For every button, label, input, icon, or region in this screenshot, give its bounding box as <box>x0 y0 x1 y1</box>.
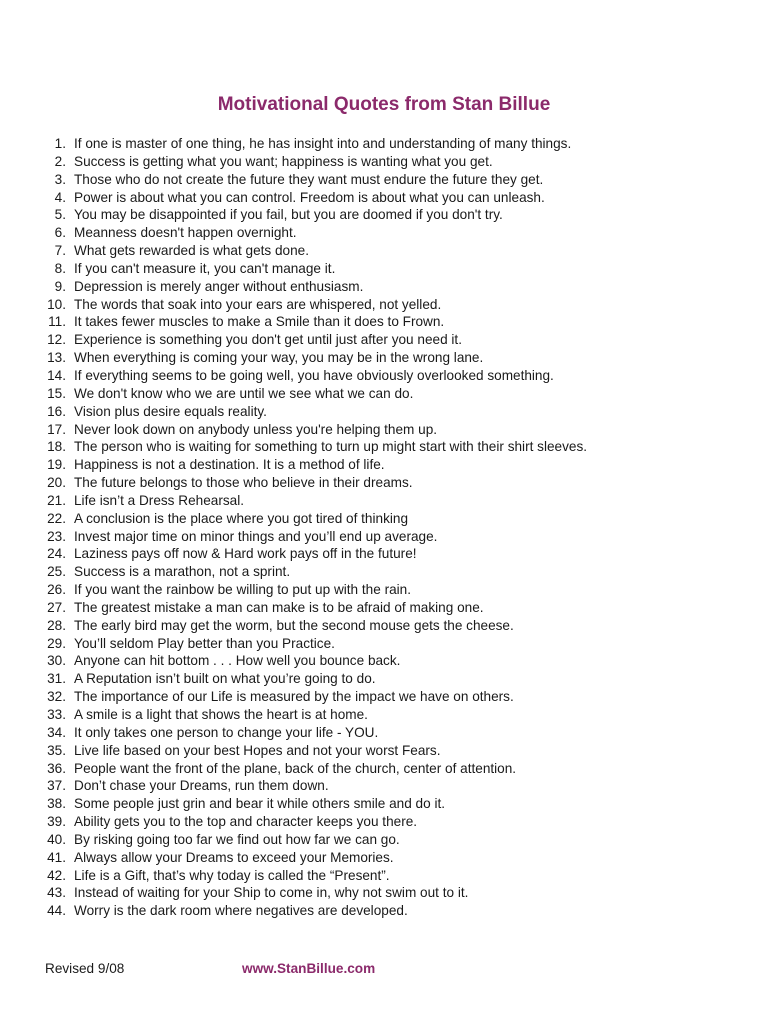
quote-number: 33. <box>47 707 66 722</box>
list-item <box>38 242 738 260</box>
list-item <box>38 742 738 760</box>
quote-text: If you want the rainbow be willing to put up with the rain. <box>74 582 412 598</box>
quote-text: Instead of waiting for your Ship to come in, why not swim out to it. <box>74 885 469 901</box>
list-item <box>38 760 738 778</box>
quote-number: 18. <box>47 439 66 455</box>
quote-number: 8. <box>54 260 66 276</box>
quote-text: Vision plus desire equals reality. <box>74 403 267 419</box>
quote-number: 32. <box>47 689 66 705</box>
list-item <box>38 599 738 617</box>
quote-number: 12. <box>47 332 66 348</box>
quote-number: 30. <box>47 653 66 669</box>
quote-number: 1. <box>54 136 66 151</box>
list-item <box>38 421 738 439</box>
quote-number: 4. <box>54 189 66 205</box>
quote-text: A Reputation isn’t built on what you’re going to do. <box>74 671 376 687</box>
list-item <box>38 510 738 528</box>
list-item <box>38 867 738 885</box>
list-item <box>38 635 738 653</box>
quote-number: 7. <box>54 243 66 259</box>
list-item <box>38 688 738 706</box>
quote-number: 14. <box>47 367 66 383</box>
list-item <box>38 528 738 546</box>
list-item <box>38 135 738 153</box>
quote-number: 41. <box>47 849 66 865</box>
quote-text: If one is master of one thing, he has insight into and understanding of many things. <box>74 136 572 151</box>
quote-text: Success is getting what you want; happiness is wanting what you get. <box>74 153 493 169</box>
quote-number: 35. <box>47 742 66 758</box>
quote-number: 19. <box>47 457 66 473</box>
quote-number: 40. <box>47 831 66 847</box>
list-item <box>38 403 738 421</box>
list-item <box>38 367 738 385</box>
quote-text: Never look down on anybody unless you're helping them up. <box>74 421 438 437</box>
quote-number: 36. <box>47 760 66 776</box>
quote-text: Worry is the dark room where negatives are developed. <box>74 903 408 919</box>
list-item <box>38 438 738 456</box>
quote-text: Meanness doesn't happen overnight. <box>74 225 297 241</box>
quote-text: Some people just grin and bear it while others smile and do it. <box>74 796 446 812</box>
quote-text: Anyone can hit bottom . . . How well you bounce back. <box>74 653 401 669</box>
list-item <box>38 349 738 367</box>
list-item <box>38 563 738 581</box>
quote-text: Don’t chase your Dreams, run them down. <box>74 778 329 794</box>
quote-text: Experience is something you don't get until just after you need it. <box>74 332 462 348</box>
list-item <box>38 884 738 902</box>
quote-number: 15. <box>47 385 66 401</box>
list-item <box>38 545 738 563</box>
quote-number: 9. <box>54 278 66 294</box>
list-item <box>38 652 738 670</box>
quote-text: When everything is coming your way, you may be in the wrong lane. <box>74 350 484 366</box>
list-item <box>38 189 738 207</box>
quote-text: You may be disappointed if you fail, but you are doomed if you don't try. <box>74 207 503 223</box>
quote-text: Ability gets you to the top and character keeps you there. <box>74 814 418 830</box>
quote-number: 3. <box>54 171 66 187</box>
quote-number: 13. <box>47 350 66 366</box>
quote-text: Life is a Gift, that’s why today is called the “Present”. <box>74 867 390 883</box>
quote-text: Depression is merely anger without enthusiasm. <box>74 278 364 294</box>
quote-text: What gets rewarded is what gets done. <box>74 243 309 259</box>
quote-text: The words that soak into your ears are whispered, not yelled. <box>74 296 442 312</box>
quote-number: 28. <box>47 617 66 633</box>
quote-number: 20. <box>47 475 66 491</box>
quote-number: 5. <box>54 207 66 223</box>
quote-number: 22. <box>47 510 66 526</box>
quote-number: 26. <box>47 582 66 598</box>
quote-number: 34. <box>47 724 66 740</box>
quote-text: If you can't measure it, you can't manage it. <box>74 260 336 276</box>
quote-text: Invest major time on minor things and you’ll end up average. <box>74 528 438 544</box>
quote-text: If everything seems to be going well, you have obviously overlooked something. <box>74 367 554 383</box>
quote-number: 31. <box>47 671 66 687</box>
list-item <box>38 331 738 349</box>
quote-text: People want the front of the plane, back of the church, center of attention. <box>74 760 517 776</box>
list-item <box>38 456 738 474</box>
quote-number: 37. <box>47 778 66 794</box>
quote-number: 24. <box>47 546 66 562</box>
quote-text: A smile is a light that shows the heart is at home. <box>74 707 368 722</box>
revision-note: Revised 9/08 <box>45 961 125 976</box>
quote-text: Success is a marathon, not a sprint. <box>74 564 291 580</box>
quote-number: 43. <box>47 885 66 901</box>
quote-text: It takes fewer muscles to make a Smile than it does to Frown. <box>74 314 445 330</box>
quote-number: 42. <box>47 867 66 883</box>
quote-text: Power is about what you can control. Freedom is about what you can unleash. <box>74 189 545 205</box>
quote-text: Life isn’t a Dress Rehearsal. <box>74 492 244 508</box>
quote-text: Happiness is not a destination. It is a method of life. <box>74 457 385 473</box>
list-item <box>38 617 738 635</box>
quote-number: 25. <box>47 564 66 580</box>
quote-text: The person who is waiting for something to turn up might start with their shirt sleeves. <box>74 439 588 455</box>
quote-number: 11. <box>48 314 66 330</box>
quote-text: Those who do not create the future they want must endure the future they get. <box>74 171 544 187</box>
quote-text: The importance of our Life is measured by the impact we have on others. <box>74 689 514 705</box>
quote-number: 29. <box>47 635 66 651</box>
list-item <box>38 206 738 224</box>
quote-number: 44. <box>47 903 66 919</box>
list-item <box>38 224 738 242</box>
quote-number: 6. <box>54 225 66 241</box>
quote-number: 16. <box>47 403 66 419</box>
list-item <box>38 385 738 403</box>
quote-number: 21. <box>47 492 66 508</box>
list-item <box>38 670 738 688</box>
quote-text: Always allow your Dreams to exceed your Memories. <box>74 849 394 865</box>
list-item <box>38 296 738 314</box>
list-item <box>38 260 738 278</box>
quote-text: It only takes one person to change your life - YOU. <box>74 724 379 740</box>
quote-number: 10. <box>47 296 66 312</box>
list-item <box>38 278 738 296</box>
quote-text: The greatest mistake a man can make is to be afraid of making one. <box>74 599 484 615</box>
list-item <box>38 902 738 920</box>
list-item <box>38 795 738 813</box>
quote-text: You’ll seldom Play better than you Practice. <box>74 635 335 651</box>
list-item <box>38 153 738 171</box>
list-item <box>38 849 738 867</box>
list-item <box>38 171 738 189</box>
list-item <box>38 777 738 795</box>
list-item <box>38 474 738 492</box>
quote-text: The future belongs to those who believe in their dreams. <box>74 475 413 491</box>
list-item <box>38 313 738 331</box>
quote-number: 39. <box>47 814 66 830</box>
list-item <box>38 724 738 742</box>
page-title: Motivational Quotes from Stan Billue <box>217 94 551 115</box>
list-item <box>38 492 738 510</box>
list-item <box>38 581 738 599</box>
quote-number: 17. <box>47 421 66 437</box>
quote-list <box>38 135 738 920</box>
quote-text: The early bird may get the worm, but the second mouse gets the cheese. <box>74 617 514 633</box>
quote-number: 2. <box>54 153 66 169</box>
quote-text: Laziness pays off now & Hard work pays off in the future! <box>74 546 417 562</box>
quote-text: We don't know who we are until we see what we can do. <box>74 385 414 401</box>
quote-number: 23. <box>47 528 66 544</box>
list-item <box>38 706 738 724</box>
quote-text: A conclusion is the place where you got tired of thinking <box>74 510 409 526</box>
website-link[interactable]: www.StanBillue.com <box>242 961 376 976</box>
quote-number: 27. <box>47 599 66 615</box>
quote-text: By risking going too far we find out how far we can go. <box>74 831 400 847</box>
quote-number: 38. <box>47 796 66 812</box>
quote-text: Live life based on your best Hopes and not your worst Fears. <box>74 742 441 758</box>
list-item <box>38 831 738 849</box>
list-item <box>38 813 738 831</box>
